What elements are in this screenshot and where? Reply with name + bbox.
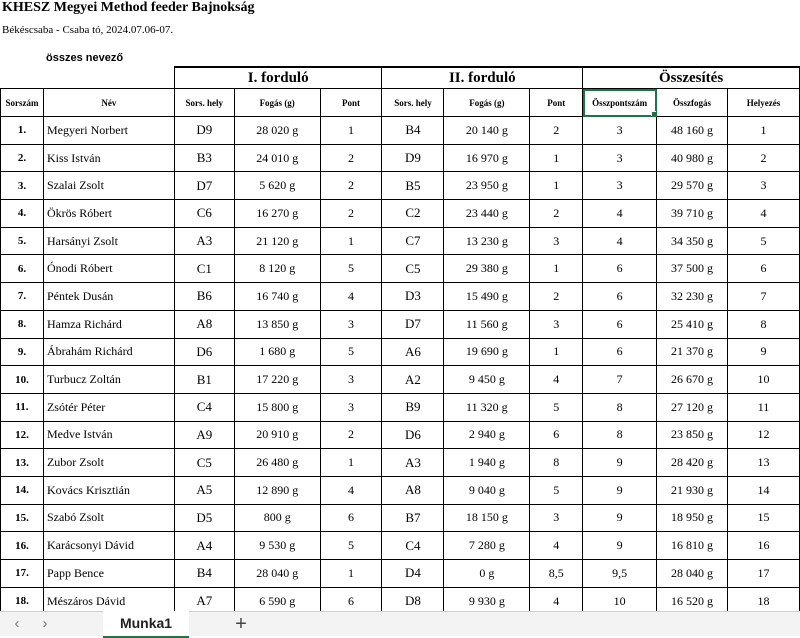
cell-r2-sors[interactable]: B7 xyxy=(382,504,444,532)
cell-r1-fogas[interactable]: 28 020 g xyxy=(234,117,320,145)
cell-r1-sors[interactable]: A4 xyxy=(174,532,234,560)
cell-r1-fogas[interactable]: 800 g xyxy=(234,504,320,532)
cell-nev[interactable]: Hamza Richárd xyxy=(43,310,174,338)
cell-osszfogas[interactable]: 18 950 g xyxy=(657,504,728,532)
cell-r1-fogas[interactable]: 20 910 g xyxy=(234,421,320,449)
group-header-round2[interactable]: II. forduló xyxy=(382,67,583,89)
cell-sorszam[interactable]: 6. xyxy=(1,255,44,283)
cell-osszpont[interactable]: 3 xyxy=(583,172,657,200)
cell-r2-sors[interactable]: B9 xyxy=(382,393,444,421)
cell-r2-pont[interactable]: 1 xyxy=(530,144,583,172)
cell-osszpont[interactable]: 10 xyxy=(583,587,657,615)
cell-sorszam[interactable]: 12. xyxy=(1,421,44,449)
cell-r1-fogas[interactable]: 16 740 g xyxy=(234,283,320,311)
cell-osszfogas[interactable]: 28 040 g xyxy=(657,560,728,588)
cell-osszpont[interactable]: 6 xyxy=(583,338,657,366)
group-header-total[interactable]: Összesítés xyxy=(583,67,800,89)
cell-nev[interactable]: Zsótér Péter xyxy=(43,393,174,421)
cell-sorszam[interactable]: 7. xyxy=(1,283,44,311)
col-header-osszfogas[interactable]: Összfogás xyxy=(657,89,728,117)
cell-r1-sors[interactable]: C1 xyxy=(174,255,234,283)
cell-r1-sors[interactable]: D5 xyxy=(174,504,234,532)
cell-r1-fogas[interactable]: 24 010 g xyxy=(234,144,320,172)
cell-r2-pont[interactable]: 2 xyxy=(530,283,583,311)
cell-osszfogas[interactable]: 27 120 g xyxy=(657,393,728,421)
cell-r1-pont[interactable]: 1 xyxy=(320,449,382,477)
cell-sorszam[interactable]: 13. xyxy=(1,449,44,477)
cell-osszfogas[interactable]: 16 810 g xyxy=(657,532,728,560)
cell-helyezes[interactable]: 6 xyxy=(728,255,800,283)
cell-r2-sors[interactable]: D7 xyxy=(382,310,444,338)
cell-r2-fogas[interactable]: 9 930 g xyxy=(444,587,530,615)
cell-r1-pont[interactable]: 6 xyxy=(320,587,382,615)
col-header-nev[interactable]: Név xyxy=(43,89,174,117)
cell-r1-fogas[interactable]: 17 220 g xyxy=(234,366,320,394)
cell-r2-sors[interactable]: B4 xyxy=(382,117,444,145)
cell-helyezes[interactable]: 10 xyxy=(728,366,800,394)
cell-r1-sors[interactable]: A9 xyxy=(174,421,234,449)
cell-r1-fogas[interactable]: 1 680 g xyxy=(234,338,320,366)
col-header-osszpont-label: Összpontszám xyxy=(592,97,648,108)
cell-nev[interactable]: Szalai Zsolt xyxy=(43,172,174,200)
sheet-title[interactable]: KHESZ Megyei Method feeder Bajnokság xyxy=(2,0,255,15)
cell-r1-fogas[interactable]: 28 040 g xyxy=(234,560,320,588)
cell-r2-fogas[interactable]: 2 940 g xyxy=(444,421,530,449)
cell-sorszam[interactable]: 16. xyxy=(1,532,44,560)
cell-r2-pont[interactable]: 8 xyxy=(530,449,583,477)
cell-sorszam[interactable]: 15. xyxy=(1,504,44,532)
cell-r1-sors[interactable]: D6 xyxy=(174,338,234,366)
cell-r2-fogas[interactable]: 23 440 g xyxy=(444,200,530,228)
cell-r2-fogas[interactable]: 19 690 g xyxy=(444,338,530,366)
cell-sorszam[interactable]: 10. xyxy=(1,366,44,394)
cell-helyezes[interactable]: 14 xyxy=(728,476,800,504)
cell-r1-pont[interactable]: 1 xyxy=(320,117,382,145)
cell-r2-sors[interactable]: D6 xyxy=(382,421,444,449)
cell-r2-pont[interactable]: 3 xyxy=(530,227,583,255)
cell-osszfogas[interactable]: 37 500 g xyxy=(657,255,728,283)
cell-osszfogas[interactable]: 21 370 g xyxy=(657,338,728,366)
sheet-tab-munka1[interactable]: Munka1 xyxy=(103,611,189,638)
cell-r2-sors[interactable]: C4 xyxy=(382,532,444,560)
cell-r1-pont[interactable]: 5 xyxy=(320,532,382,560)
cell-r1-pont[interactable]: 5 xyxy=(320,255,382,283)
cell-osszpont[interactable]: 6 xyxy=(583,310,657,338)
cell-osszfogas[interactable]: 34 350 g xyxy=(657,227,728,255)
cell-nev[interactable]: Szabó Zsolt xyxy=(43,504,174,532)
cell-nev[interactable]: Karácsonyi Dávid xyxy=(43,532,174,560)
col-header-r2-fogas[interactable]: Fogás (g) xyxy=(444,89,530,117)
cell-r1-pont[interactable]: 4 xyxy=(320,476,382,504)
cell-osszpont[interactable]: 9 xyxy=(583,476,657,504)
cell-sorszam[interactable]: 14. xyxy=(1,476,44,504)
cell-r1-fogas[interactable]: 16 270 g xyxy=(234,200,320,228)
table-row xyxy=(1,366,800,394)
cell-r1-sors[interactable]: B3 xyxy=(174,144,234,172)
cell-r1-sors[interactable]: A5 xyxy=(174,476,234,504)
cell-osszpont[interactable]: 6 xyxy=(583,255,657,283)
cell-osszfogas[interactable]: 40 980 g xyxy=(657,144,728,172)
col-header-r1-fogas[interactable]: Fogás (g) xyxy=(234,89,320,117)
cell-osszpont[interactable]: 9,5 xyxy=(583,560,657,588)
cell-r2-fogas[interactable]: 11 320 g xyxy=(444,393,530,421)
table-row xyxy=(1,172,800,200)
cell-osszpont[interactable]: 9 xyxy=(583,532,657,560)
cell-r1-pont[interactable]: 2 xyxy=(320,200,382,228)
cell-helyezes[interactable]: 16 xyxy=(728,532,800,560)
cell-osszfogas[interactable]: 23 850 g xyxy=(657,421,728,449)
cell-sorszam[interactable]: 2. xyxy=(1,144,44,172)
cell-nev[interactable]: Péntek Dusán xyxy=(43,283,174,311)
cell-helyezes[interactable]: 15 xyxy=(728,504,800,532)
cell-r2-fogas[interactable]: 13 230 g xyxy=(444,227,530,255)
table-row xyxy=(1,283,800,311)
cell-nev[interactable]: Ónodi Róbert xyxy=(43,255,174,283)
col-header-r1-pont[interactable]: Pont xyxy=(320,89,382,117)
cell-osszpont[interactable]: 7 xyxy=(583,366,657,394)
cell-r2-sors[interactable]: C7 xyxy=(382,227,444,255)
col-header-sorszam[interactable]: Sorszám xyxy=(1,89,44,117)
col-header-r1-sors[interactable]: Sors. hely xyxy=(174,89,234,117)
cell-r2-fogas[interactable]: 23 950 g xyxy=(444,172,530,200)
cell-r2-fogas[interactable]: 9 450 g xyxy=(444,366,530,394)
cell-osszpont[interactable]: 4 xyxy=(583,227,657,255)
cell-r1-fogas[interactable]: 9 530 g xyxy=(234,532,320,560)
cell-r1-fogas[interactable]: 5 620 g xyxy=(234,172,320,200)
cell-helyezes[interactable]: 8 xyxy=(728,310,800,338)
cell-r1-sors[interactable]: A7 xyxy=(174,587,234,615)
cell-helyezes[interactable]: 9 xyxy=(728,338,800,366)
cell-r2-pont[interactable]: 2 xyxy=(530,200,583,228)
cell-r2-pont[interactable]: 1 xyxy=(530,172,583,200)
cell-r2-pont[interactable]: 3 xyxy=(530,310,583,338)
cell-sorszam[interactable]: 3. xyxy=(1,172,44,200)
cell-r1-sors[interactable]: C4 xyxy=(174,393,234,421)
table-row xyxy=(1,200,800,228)
cell-sorszam[interactable]: 9. xyxy=(1,338,44,366)
cell-sorszam[interactable]: 4. xyxy=(1,200,44,228)
cell-osszpont[interactable]: 8 xyxy=(583,421,657,449)
cell-helyezes[interactable]: 18 xyxy=(728,587,800,615)
cell-helyezes[interactable]: 13 xyxy=(728,449,800,477)
cell-r1-fogas[interactable]: 13 850 g xyxy=(234,310,320,338)
cell-r1-fogas[interactable]: 21 120 g xyxy=(234,227,320,255)
cell-r2-fogas[interactable]: 16 970 g xyxy=(444,144,530,172)
cell-r1-sors[interactable]: C5 xyxy=(174,449,234,477)
cell-r2-sors[interactable]: D9 xyxy=(382,144,444,172)
cell-r1-pont[interactable]: 6 xyxy=(320,504,382,532)
cell-osszpont[interactable]: 3 xyxy=(583,117,657,145)
table-row xyxy=(1,504,800,532)
cell-r1-sors[interactable]: B4 xyxy=(174,560,234,588)
next-sheet-icon[interactable]: › xyxy=(42,615,48,632)
table-row xyxy=(1,255,800,283)
cell-sorszam[interactable]: 5. xyxy=(1,227,44,255)
add-sheet-icon[interactable]: + xyxy=(235,613,247,635)
cell-sorszam[interactable]: 11. xyxy=(1,393,44,421)
cell-r1-sors[interactable]: C6 xyxy=(174,200,234,228)
sheet-subtitle[interactable]: Békéscsaba - Csaba tó, 2024.07.06-07. xyxy=(2,24,174,36)
table-row xyxy=(1,449,800,477)
cell-r2-fogas[interactable]: 18 150 g xyxy=(444,504,530,532)
cell-r1-pont[interactable]: 2 xyxy=(320,421,382,449)
cell-nev[interactable]: Turbucz Zoltán xyxy=(43,366,174,394)
cell-r2-fogas[interactable]: 0 g xyxy=(444,560,530,588)
cell-osszpont[interactable]: 9 xyxy=(583,449,657,477)
cell-osszfogas[interactable]: 48 160 g xyxy=(657,117,728,145)
cell-r2-pont[interactable]: 1 xyxy=(530,255,583,283)
cell-osszfogas[interactable]: 16 520 g xyxy=(657,587,728,615)
cell-r1-pont[interactable]: 1 xyxy=(320,227,382,255)
sheet-tab-bar xyxy=(0,611,800,636)
cell-r2-sors[interactable]: A2 xyxy=(382,366,444,394)
cell-r1-pont[interactable]: 2 xyxy=(320,172,382,200)
table-row xyxy=(1,144,800,172)
cell-r2-pont[interactable]: 4 xyxy=(530,532,583,560)
col-header-osszpont-selected[interactable] xyxy=(583,89,657,117)
cell-r1-fogas[interactable]: 15 800 g xyxy=(234,393,320,421)
cell-nev[interactable]: Kiss István xyxy=(43,144,174,172)
table-body xyxy=(1,117,800,615)
cell-r2-sors[interactable]: A6 xyxy=(382,338,444,366)
cell-r1-fogas[interactable]: 8 120 g xyxy=(234,255,320,283)
cell-r2-pont[interactable]: 5 xyxy=(530,393,583,421)
cell-nev[interactable]: Mészáros Dávid xyxy=(43,587,174,615)
cell-r1-fogas[interactable]: 6 590 g xyxy=(234,587,320,615)
cell-r2-pont[interactable]: 5 xyxy=(530,476,583,504)
cell-nev[interactable]: Papp Bence xyxy=(43,560,174,588)
cell-r2-fogas[interactable]: 1 940 g xyxy=(444,449,530,477)
fill-handle[interactable] xyxy=(651,111,657,117)
cell-r1-fogas[interactable]: 12 890 g xyxy=(234,476,320,504)
col-header-helyezes[interactable]: Helyezés xyxy=(728,89,800,117)
cell-r2-pont[interactable]: 4 xyxy=(530,587,583,615)
table-row xyxy=(1,117,800,145)
cell-helyezes[interactable]: 17 xyxy=(728,560,800,588)
cell-nev[interactable]: Megyeri Norbert xyxy=(43,117,174,145)
cell-r1-pont[interactable]: 4 xyxy=(320,283,382,311)
cell-r2-sors[interactable]: D3 xyxy=(382,283,444,311)
cell-r2-sors[interactable]: A3 xyxy=(382,449,444,477)
cell-nev[interactable]: Ökrös Róbert xyxy=(43,200,174,228)
cell-r1-fogas[interactable]: 26 480 g xyxy=(234,449,320,477)
cell-osszfogas[interactable]: 25 410 g xyxy=(657,310,728,338)
cell-r1-pont[interactable]: 5 xyxy=(320,338,382,366)
cell-r2-sors[interactable]: C5 xyxy=(382,255,444,283)
cell-osszfogas[interactable]: 28 420 g xyxy=(657,449,728,477)
cell-helyezes[interactable]: 2 xyxy=(728,144,800,172)
cell-r2-sors[interactable]: C2 xyxy=(382,200,444,228)
cell-r2-fogas[interactable]: 29 380 g xyxy=(444,255,530,283)
cell-r2-fogas[interactable]: 15 490 g xyxy=(444,283,530,311)
cell-r2-sors[interactable]: D8 xyxy=(382,587,444,615)
prev-sheet-icon[interactable]: ‹ xyxy=(14,615,20,632)
cell-r1-sors[interactable]: D9 xyxy=(174,117,234,145)
cell-osszpont[interactable]: 8 xyxy=(583,393,657,421)
cell-r1-sors[interactable]: A8 xyxy=(174,310,234,338)
cell-osszpont[interactable]: 9 xyxy=(583,504,657,532)
cell-osszpont[interactable]: 4 xyxy=(583,200,657,228)
table-row xyxy=(1,560,800,588)
cell-r2-pont[interactable]: 6 xyxy=(530,421,583,449)
cell-r2-pont[interactable]: 3 xyxy=(530,504,583,532)
cell-sorszam[interactable]: 17. xyxy=(1,560,44,588)
cell-r1-sors[interactable]: D7 xyxy=(174,172,234,200)
table-row xyxy=(1,532,800,560)
cell-nev[interactable]: Medve István xyxy=(43,421,174,449)
cell-nev[interactable]: Harsányi Zsolt xyxy=(43,227,174,255)
cell-r2-fogas[interactable]: 9 040 g xyxy=(444,476,530,504)
cell-sorszam[interactable]: 8. xyxy=(1,310,44,338)
cell-r1-sors[interactable]: A3 xyxy=(174,227,234,255)
cell-helyezes[interactable]: 1 xyxy=(728,117,800,145)
table-row xyxy=(1,338,800,366)
cell-helyezes[interactable]: 7 xyxy=(728,283,800,311)
cell-osszfogas[interactable]: 21 930 g xyxy=(657,476,728,504)
cell-r2-pont[interactable]: 1 xyxy=(530,338,583,366)
cell-r1-pont[interactable]: 3 xyxy=(320,366,382,394)
table-row xyxy=(1,310,800,338)
cell-r1-pont[interactable]: 3 xyxy=(320,310,382,338)
cell-r2-sors[interactable]: D4 xyxy=(382,560,444,588)
cell-helyezes[interactable]: 11 xyxy=(728,393,800,421)
cell-osszfogas[interactable]: 32 230 g xyxy=(657,283,728,311)
cell-r2-pont[interactable]: 2 xyxy=(530,117,583,145)
table-row xyxy=(1,393,800,421)
table-row xyxy=(1,476,800,504)
cell-osszpont[interactable]: 6 xyxy=(583,283,657,311)
group-header-round1[interactable]: I. forduló xyxy=(174,67,382,89)
cell-r1-pont[interactable]: 1 xyxy=(320,560,382,588)
cell-r1-pont[interactable]: 2 xyxy=(320,144,382,172)
cell-r1-sors[interactable]: B1 xyxy=(174,366,234,394)
cell-r2-fogas[interactable]: 7 280 g xyxy=(444,532,530,560)
cell-r1-pont[interactable]: 3 xyxy=(320,393,382,421)
cell-r2-pont[interactable]: 4 xyxy=(530,366,583,394)
cell-r2-sors[interactable]: B5 xyxy=(382,172,444,200)
cell-r2-fogas[interactable]: 20 140 g xyxy=(444,117,530,145)
category-label[interactable]: összes nevező xyxy=(46,52,124,64)
cell-osszfogas[interactable]: 26 670 g xyxy=(657,366,728,394)
group-header-blank[interactable] xyxy=(1,67,175,89)
col-header-r2-sors[interactable]: Sors. hely xyxy=(382,89,444,117)
cell-helyezes[interactable]: 12 xyxy=(728,421,800,449)
col-header-r2-pont[interactable]: Pont xyxy=(530,89,583,117)
cell-r2-fogas[interactable]: 11 560 g xyxy=(444,310,530,338)
cell-osszfogas[interactable]: 39 710 g xyxy=(657,200,728,228)
cell-nev[interactable]: Zubor Zsolt xyxy=(43,449,174,477)
table-row xyxy=(1,227,800,255)
cell-nev[interactable]: Kovács Krisztián xyxy=(43,476,174,504)
table-row xyxy=(1,421,800,449)
cell-helyezes[interactable]: 5 xyxy=(728,227,800,255)
cell-nev[interactable]: Ábrahám Richárd xyxy=(43,338,174,366)
cell-helyezes[interactable]: 3 xyxy=(728,172,800,200)
cell-r2-pont[interactable]: 8,5 xyxy=(530,560,583,588)
cell-r2-sors[interactable]: A8 xyxy=(382,476,444,504)
cell-sorszam[interactable]: 1. xyxy=(1,117,44,145)
cell-osszpont[interactable]: 3 xyxy=(583,144,657,172)
results-table xyxy=(0,66,800,615)
cell-osszfogas[interactable]: 29 570 g xyxy=(657,172,728,200)
cell-sorszam[interactable]: 18. xyxy=(1,587,44,615)
cell-helyezes[interactable]: 4 xyxy=(728,200,800,228)
cell-r1-sors[interactable]: B6 xyxy=(174,283,234,311)
